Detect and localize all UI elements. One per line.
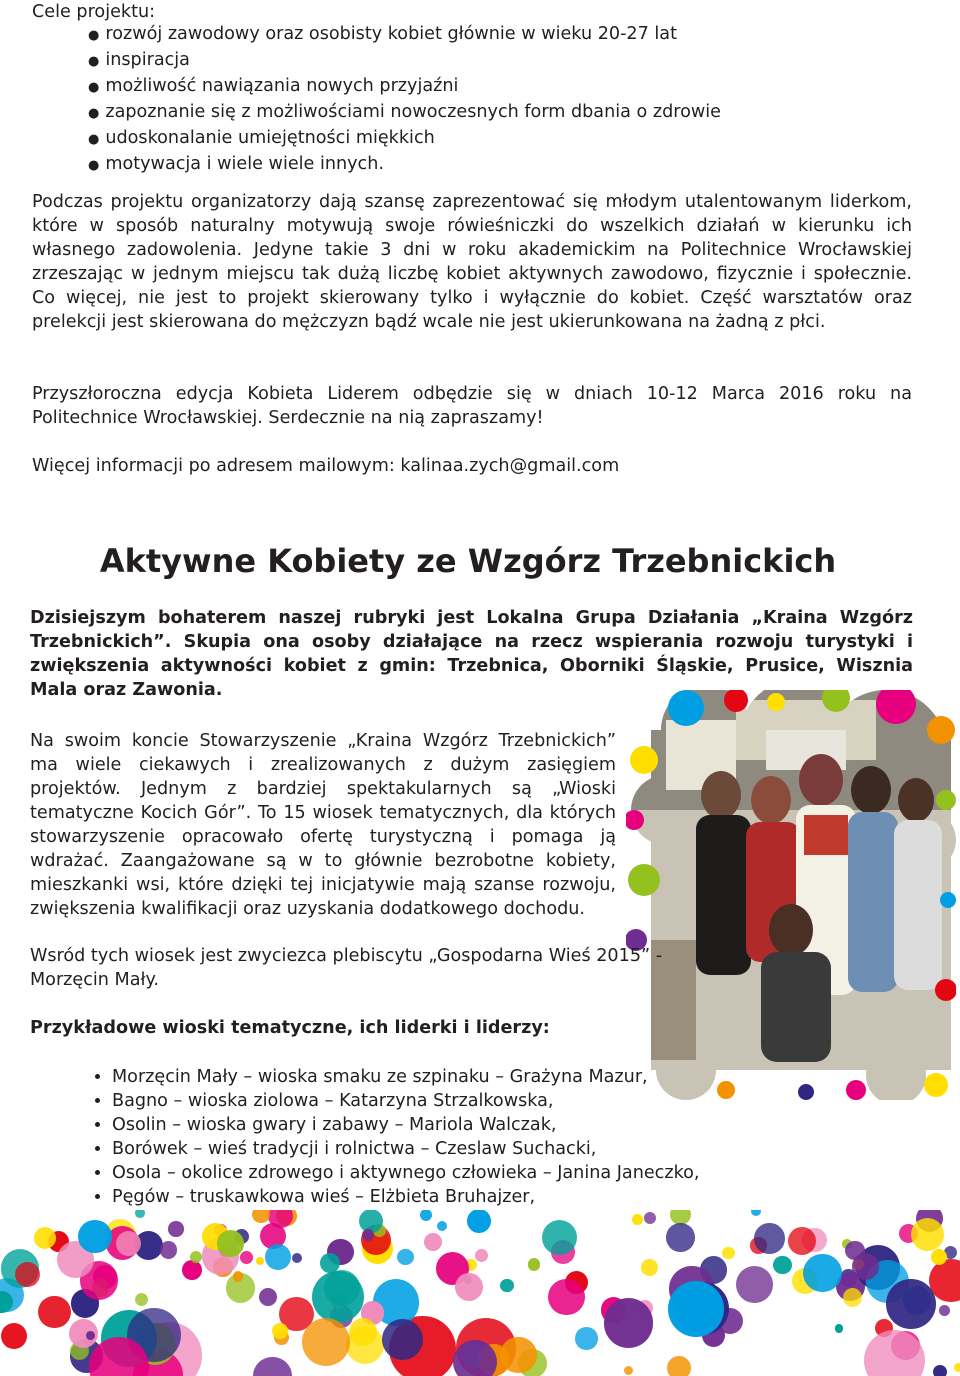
village-item: • Pęgów – truskawkowa wieś – Elżbieta Bruhajzer, [112, 1185, 700, 1209]
village-item: • Osola – okolice zdrowego i aktywnego człowieka – Janina Janeczko, [112, 1161, 700, 1185]
villages-title: Przykładowe wioski tematyczne, ich liderki i liderzy: [30, 1018, 550, 1038]
confetti-dot [644, 1212, 656, 1224]
goal-item: ● zapoznanie się z możliwościami nowoczesnych form dbania o zdrowie [88, 100, 721, 126]
confetti-dot [78, 1220, 112, 1254]
confetti-dot [233, 1271, 244, 1282]
confetti-dot [38, 1296, 71, 1329]
article-intro: Dzisiejszym bohaterem naszej rubryki jest Lokalna Grupa Działania „Kraina Wzgórz Trzebnickich”. Skupia ona osoby działające na rzecz wspierania rozwoju turystyki i zwiększenia aktywności kobiet z gmin: Trzebnica, Oborniki Śląskie, Prusice, Wisznia Mala oraz Zawonia. [30, 608, 913, 700]
confetti-dot [632, 1214, 642, 1224]
confetti-dot [604, 1298, 654, 1348]
confetti-dot [668, 1281, 724, 1337]
village-item: • Borówek – wieś tradycji i rolnictwa – Czeslaw Suchacki, [112, 1137, 700, 1161]
confetti-dot [15, 1262, 40, 1287]
group-photo [626, 690, 956, 1100]
confetti-dot [528, 1258, 540, 1270]
confetti-dot [467, 1210, 491, 1233]
confetti-dot [954, 1363, 960, 1373]
confetti-dot [34, 1227, 56, 1249]
confetti-dot [722, 1247, 734, 1259]
confetti-dot [259, 1288, 277, 1306]
confetti-dot [843, 1288, 862, 1307]
confetti-dot [548, 1279, 585, 1316]
confetti-dot [933, 1365, 947, 1376]
confetti-dot [256, 1257, 264, 1265]
confetti-dot [324, 1270, 360, 1306]
goal-item: ● inspiracja [88, 48, 721, 74]
confetti-dot [135, 1210, 145, 1218]
confetti-dot [424, 1233, 442, 1251]
confetti-dot [420, 1210, 432, 1221]
confetti-dot [641, 1259, 658, 1276]
article-body: Na swoim koncie Stowarzyszenie „Kraina Wzgórz Trzebnickich” ma wiele ciekawych i zrealizowanych z dużym zasięgiem projektów. Jednym z bardziej spektakularnych są „Wioski tematyczne Kocich Gór”. To 15 wiosek tematycznych, dla których stowarzyszenie opracowało ofertę turystyczną i pomaga ją wdrażać. Zaangażowane są w to głównie bezrobotne kobiety, mieszkanki wsi, które dzięki tej inicjatywie mają szanse rozwoju, zwiększenia kwalifikacji oraz uzyskania dodatkowego dochodu. [30, 731, 616, 919]
confetti-dot [736, 1266, 773, 1303]
confetti-dot [886, 1279, 936, 1329]
confetti-dot [437, 1221, 448, 1232]
confetti-dot [382, 1319, 423, 1360]
confetti-dot [751, 1210, 761, 1216]
goal-item: ● udoskonalanie umiejętności miękkich [88, 126, 721, 152]
confetti-dot [1, 1323, 27, 1349]
article-winner-note: Wsród tych wiosek jest zwyciezca plebiscytu „Gospodarna Wieś 2015” - Morzęcin Mały. [30, 946, 663, 990]
goal-item: ● motywacja i wiele wiele innych. [88, 152, 721, 178]
confetti-dot [666, 1223, 695, 1252]
confetti-dot [575, 1327, 597, 1349]
confetti-dot [500, 1337, 537, 1374]
confetti-dot [835, 1324, 843, 1332]
confetti-dot [135, 1293, 148, 1306]
confetti-dot [168, 1221, 183, 1236]
group-photo-frame [626, 690, 956, 1100]
confetti-dot [939, 1305, 950, 1316]
article-heading: Aktywne Kobiety ze Wzgórz Trzebnickich [99, 542, 837, 580]
confetti-dot [302, 1318, 350, 1366]
confetti-dot [803, 1254, 842, 1293]
confetti-dot [754, 1223, 784, 1253]
village-item: • Bagno – wioska ziolowa – Katarzyna Strzalkowska, [112, 1089, 700, 1113]
confetti-dot [160, 1241, 177, 1258]
confetti-dot [265, 1244, 291, 1270]
goals-list [88, 22, 721, 178]
confetti-dot [292, 1253, 302, 1263]
village-item: • Osolin – wioska gwary i zabawy – Mariola Walczak, [112, 1113, 700, 1137]
confetti-dot [773, 1256, 792, 1275]
confetti-dot [190, 1251, 202, 1263]
confetti-dot [911, 1218, 944, 1251]
confetti-dot [624, 1366, 633, 1375]
confetti-dot [788, 1227, 816, 1255]
confetti-dot [500, 1279, 513, 1292]
confetti-footer [0, 1210, 960, 1376]
contact-paragraph: Więcej informacji po adresem mailowym: kalinaa.zych@gmail.com [32, 456, 620, 476]
confetti-dot [475, 1249, 488, 1262]
confetti-dot [272, 1323, 288, 1339]
confetti-dot [667, 1356, 691, 1376]
confetti-dot [453, 1340, 497, 1376]
confetti-dot [852, 1253, 879, 1280]
confetti-dot [86, 1331, 95, 1340]
confetti-dot [542, 1220, 577, 1255]
confetti-dot [253, 1357, 292, 1376]
confetti-dot [320, 1253, 340, 1273]
goal-item: ● rozwój zawodowy oraz osobisty kobiet głównie w wieku 20-27 lat [88, 22, 721, 48]
confetti-dot [182, 1260, 202, 1280]
confetti-dot [455, 1273, 483, 1301]
goal-item: ● możliwość nawiązania nowych przyjaźni [88, 74, 721, 100]
confetti-dot [397, 1249, 414, 1266]
next-edition-paragraph: Przyszłoroczna edycja Kobieta Liderem odbędzie się w dniach 10-12 Marca 2016 roku na Politechnice Wrocławskiej. Serdecznie na nią zapraszamy! [32, 384, 912, 428]
village-item: • Morzęcin Mały – wioska smaku ze szpinaku – Grażyna Mazur, [112, 1065, 700, 1089]
goals-title: Cele projektu: [32, 2, 156, 22]
confetti-dot [252, 1210, 269, 1223]
villages-list [90, 1065, 700, 1209]
confetti-dot [240, 1251, 253, 1264]
project-description-paragraph: Podczas projektu organizatorzy dają szansę zaprezentować się młodym utalentowanym liderkom, które w sposób naturalny motywują swoje rówieśniczki do wszelkich działań w kierunku ich własnego zadowolenia. Jedyne takie 3 dni w roku akademickim na Politechnice Wrocławskiej zrzeszając w jednym miejscu tak dużą liczbę kobiet aktywnych zawodowo, fizycznie i społecznie. Co więcej, nie jest to projekt skierowany tylko i wyłącznie do kobiet. Część warsztatów oraz prelekcji jest skierowana do mężczyzn bądź wcale nie jest ukierunkowana na żadną z płci. [32, 192, 912, 332]
confetti-dot [217, 1230, 244, 1257]
